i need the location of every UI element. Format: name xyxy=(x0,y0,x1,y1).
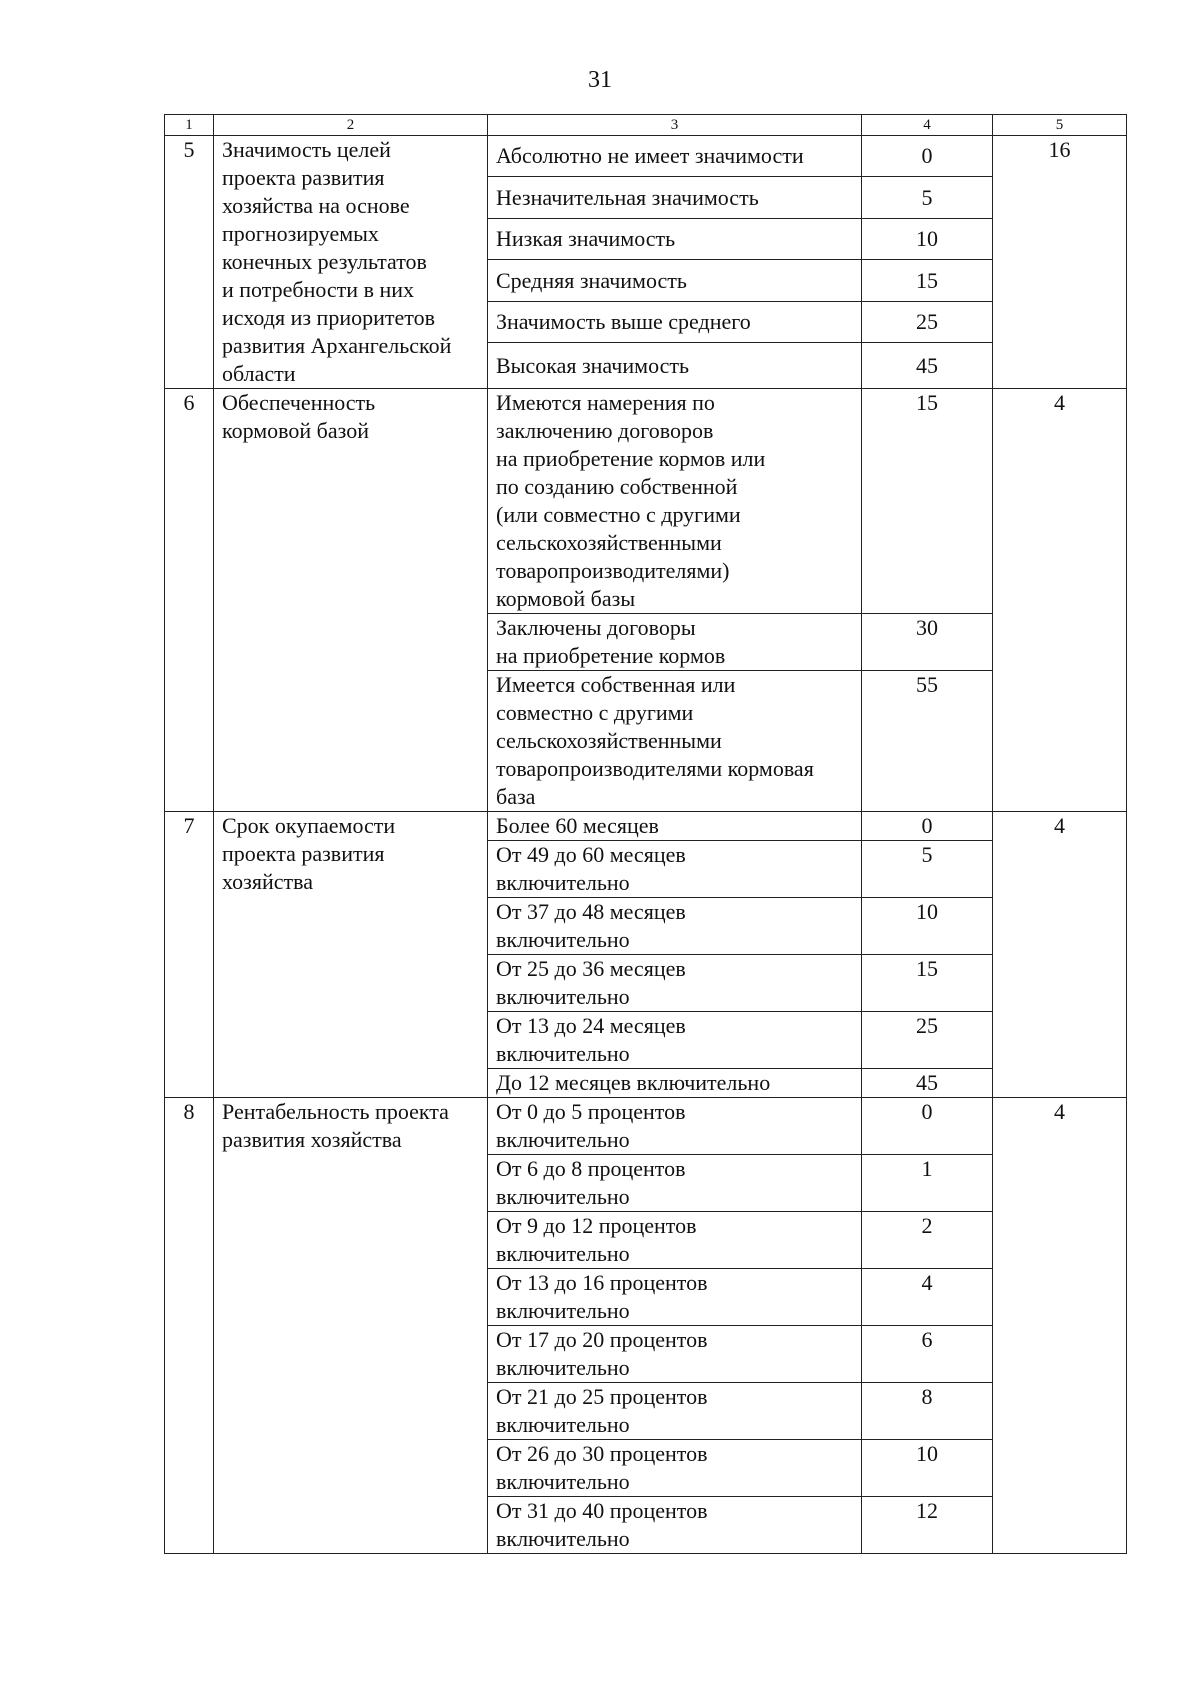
option-line: на приобретение кормов или xyxy=(496,446,766,471)
criterion-name xyxy=(214,389,488,812)
column-number: 4 xyxy=(862,115,993,136)
option-line: Незначительная значимость xyxy=(496,184,759,210)
criterion-line: области xyxy=(222,361,296,386)
criterion-weight: 4 xyxy=(993,389,1127,812)
table-row xyxy=(165,389,1127,614)
option-text xyxy=(488,1098,862,1155)
option-line: Имеются намерения по xyxy=(496,390,715,415)
option-score: 2 xyxy=(862,1212,993,1269)
option-line: От 26 до 30 процентов xyxy=(496,1441,708,1466)
column-number: 1 xyxy=(165,115,214,136)
criterion-number: 7 xyxy=(165,812,214,1098)
criterion-line: и потребности в них xyxy=(222,277,415,302)
criterion-line: Срок окупаемости xyxy=(222,813,396,838)
option-text xyxy=(488,1012,862,1069)
option-line: От 49 до 60 месяцев xyxy=(496,842,686,867)
option-line: база xyxy=(496,784,536,809)
column-number: 2 xyxy=(214,115,488,136)
option-line: на приобретение кормов xyxy=(496,643,726,668)
option-line: Значимость выше среднего xyxy=(496,309,751,335)
option-text xyxy=(488,1269,862,1326)
criterion-line: кормовой базой xyxy=(222,418,369,443)
criterion-line: развития хозяйства xyxy=(222,1127,402,1152)
option-line: включительно xyxy=(496,1041,630,1066)
option-score: 5 xyxy=(862,177,993,218)
criterion-line: развития Архангельской xyxy=(222,333,452,358)
option-line: От 6 до 8 процентов xyxy=(496,1156,686,1181)
criterion-line: проекта развития xyxy=(222,165,385,190)
option-line: От 31 до 40 процентов xyxy=(496,1498,708,1523)
option-text xyxy=(488,955,862,1012)
criteria-table xyxy=(164,114,1127,1554)
option-line: включительно xyxy=(496,1298,630,1323)
table-row xyxy=(165,812,1127,841)
option-line: Заключены договоры xyxy=(496,615,696,640)
option-line: заключению договоров xyxy=(496,418,714,443)
option-line: включительно xyxy=(496,1355,630,1380)
option-line: Более 60 месяцев xyxy=(496,813,659,838)
option-line: товаропроизводителями кормовая xyxy=(496,756,814,781)
criterion-line: Значимость целей xyxy=(222,137,391,162)
option-score: 0 xyxy=(862,136,993,177)
criterion-weight: 16 xyxy=(993,136,1127,389)
option-score: 15 xyxy=(862,260,993,301)
option-line: совместно с другими xyxy=(496,700,694,725)
option-score: 30 xyxy=(862,614,993,671)
option-text xyxy=(488,218,862,259)
option-score: 45 xyxy=(862,1069,993,1098)
criterion-weight: 4 xyxy=(993,1098,1127,1554)
option-line: сельскохозяйственными xyxy=(496,728,722,753)
option-text xyxy=(488,812,862,841)
option-text xyxy=(488,1155,862,1212)
option-line: включительно xyxy=(496,1412,630,1437)
option-line: сельскохозяйственными xyxy=(496,530,722,555)
option-line: От 0 до 5 процентов xyxy=(496,1099,686,1124)
criterion-line: прогнозируемых xyxy=(222,221,379,246)
criteria-body xyxy=(165,136,1127,1554)
option-line: Средняя значимость xyxy=(496,267,687,293)
criterion-line: Рентабельность проекта xyxy=(222,1099,449,1124)
option-line: включительно xyxy=(496,1469,630,1494)
option-line: От 17 до 20 процентов xyxy=(496,1327,708,1352)
option-score: 4 xyxy=(862,1269,993,1326)
option-line: Имеется собственная или xyxy=(496,672,736,697)
option-line: товаропроизводителями) xyxy=(496,558,730,583)
option-text xyxy=(488,1069,862,1098)
criterion-name xyxy=(214,1098,488,1554)
criterion-line: хозяйства xyxy=(222,869,313,894)
table-row xyxy=(165,136,1127,177)
option-text xyxy=(488,260,862,301)
option-score: 25 xyxy=(862,1012,993,1069)
option-score: 0 xyxy=(862,1098,993,1155)
option-line: От 37 до 48 месяцев xyxy=(496,899,686,924)
option-text xyxy=(488,898,862,955)
option-text xyxy=(488,1497,862,1554)
option-line: включительно xyxy=(496,870,630,895)
option-score: 0 xyxy=(862,812,993,841)
option-score: 6 xyxy=(862,1326,993,1383)
option-line: От 21 до 25 процентов xyxy=(496,1384,708,1409)
option-score: 10 xyxy=(862,218,993,259)
option-score: 10 xyxy=(862,898,993,955)
page-number: 31 xyxy=(588,67,612,93)
option-score: 10 xyxy=(862,1440,993,1497)
option-line: включительно xyxy=(496,1241,630,1266)
option-text xyxy=(488,1212,862,1269)
option-score: 45 xyxy=(862,343,993,389)
option-score: 1 xyxy=(862,1155,993,1212)
option-score: 12 xyxy=(862,1497,993,1554)
option-line: От 25 до 36 месяцев xyxy=(496,956,686,981)
option-line: (или совместно с другими xyxy=(496,502,741,527)
option-line: Абсолютно не имеет значимости xyxy=(496,143,804,169)
option-text xyxy=(488,343,862,389)
criterion-line: хозяйства на основе xyxy=(222,193,410,218)
criterion-number: 5 xyxy=(165,136,214,389)
option-text xyxy=(488,671,862,812)
option-text xyxy=(488,389,862,614)
option-line: включительно xyxy=(496,1526,630,1551)
criterion-line: конечных результатов xyxy=(222,249,427,274)
option-line: включительно xyxy=(496,1184,630,1209)
criterion-number: 6 xyxy=(165,389,214,812)
criterion-number: 8 xyxy=(165,1098,214,1554)
option-score: 5 xyxy=(862,841,993,898)
criterion-line: проекта развития xyxy=(222,841,385,866)
option-text xyxy=(488,1326,862,1383)
option-line: До 12 месяцев включительно xyxy=(496,1070,771,1095)
option-score: 15 xyxy=(862,389,993,614)
option-line: по созданию собственной xyxy=(496,474,738,499)
option-line: включительно xyxy=(496,1127,630,1152)
option-line: Низкая значимость xyxy=(496,226,676,252)
option-score: 55 xyxy=(862,671,993,812)
option-line: От 13 до 24 месяцев xyxy=(496,1013,686,1038)
criterion-name xyxy=(214,136,488,389)
option-line: включительно xyxy=(496,984,630,1009)
option-line: От 13 до 16 процентов xyxy=(496,1270,708,1295)
criterion-line: исходя из приоритетов xyxy=(222,305,435,330)
option-score: 15 xyxy=(862,955,993,1012)
option-text xyxy=(488,301,862,342)
criterion-name xyxy=(214,812,488,1098)
option-text xyxy=(488,841,862,898)
criterion-weight: 4 xyxy=(993,812,1127,1098)
option-text xyxy=(488,136,862,177)
table-row xyxy=(165,1098,1127,1155)
option-text xyxy=(488,1383,862,1440)
option-line: кормовой базы xyxy=(496,586,636,611)
option-score: 8 xyxy=(862,1383,993,1440)
option-score: 25 xyxy=(862,301,993,342)
option-text xyxy=(488,177,862,218)
column-number: 5 xyxy=(993,115,1127,136)
option-text xyxy=(488,614,862,671)
criterion-line: Обеспеченность xyxy=(222,390,376,415)
option-text xyxy=(488,1440,862,1497)
option-line: включительно xyxy=(496,927,630,952)
column-number: 3 xyxy=(488,115,862,136)
option-line: Высокая значимость xyxy=(496,352,690,378)
column-number-row xyxy=(165,115,1127,136)
option-line: От 9 до 12 процентов xyxy=(496,1213,697,1238)
